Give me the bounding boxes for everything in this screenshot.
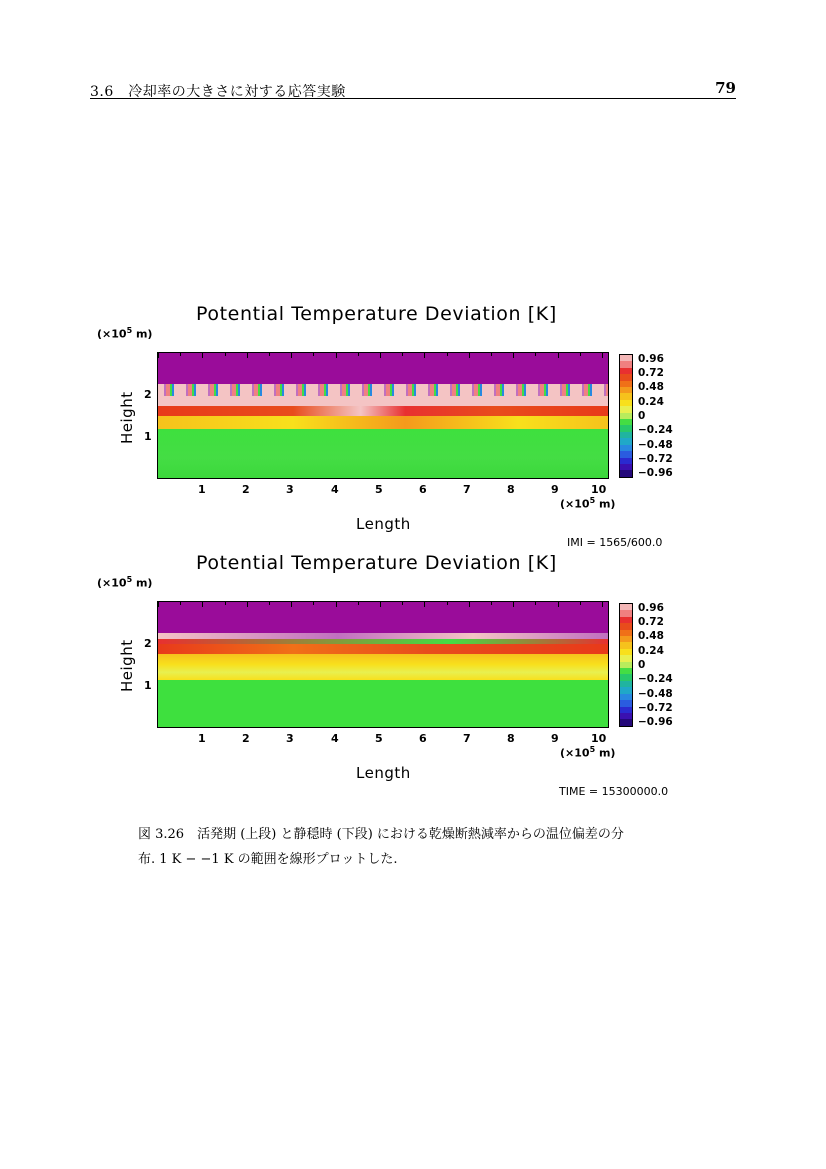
- axis-tick-mark: [313, 353, 314, 356]
- panel-top-x-tick: 5: [375, 483, 383, 496]
- colorbar-label: −0.72: [638, 453, 673, 465]
- axis-tick-mark: [380, 353, 381, 358]
- axis-tick-mark: [158, 353, 159, 358]
- colorbar-label: 0.96: [638, 353, 664, 365]
- caption-line: 図 3.26 活発期 (上段) と静穏時 (下段) における乾燥断熱減率からの温位偏差の分: [138, 827, 624, 842]
- colorbar-label: −0.48: [638, 439, 673, 451]
- panel-bottom-colorbar: [619, 603, 633, 727]
- panel-bottom-x-tick: 9: [551, 732, 559, 745]
- colorbar-label: 0.72: [638, 367, 664, 379]
- axis-tick-mark: [180, 602, 181, 605]
- stratosphere-band: [158, 602, 608, 633]
- colorbar-swatch: [620, 719, 632, 725]
- axis-tick-mark: [247, 602, 248, 607]
- panel-bottom-x-tick: 5: [375, 732, 383, 745]
- panel-bottom-y-tick: 1: [144, 679, 152, 692]
- panel-bottom-x-tick: 10: [591, 732, 607, 745]
- yellow-band: [158, 654, 608, 680]
- panel-top-x-title: Length: [356, 515, 411, 533]
- colorbar-cells: [620, 355, 632, 477]
- panel-bottom-title: Potential Temperature Deviation [K]: [196, 552, 557, 574]
- axis-tick-mark: [291, 602, 292, 607]
- axis-tick-mark: [402, 602, 403, 605]
- panel-bottom-x-tick: 8: [507, 732, 515, 745]
- panel-bottom-time: TIME = 15300000.0: [559, 785, 669, 798]
- yellow-band: [158, 416, 608, 429]
- axis-tick-mark: [580, 602, 581, 605]
- panel-top-x-tick: 7: [463, 483, 471, 496]
- axis-tick-mark: [202, 602, 203, 607]
- pink-band: [158, 396, 608, 406]
- panel-bottom-x-tick: 6: [419, 732, 427, 745]
- axis-tick-mark: [269, 602, 270, 605]
- axis-tick-mark: [269, 353, 270, 356]
- axis-tick-mark: [358, 602, 359, 605]
- axis-tick-mark: [447, 602, 448, 605]
- panel-top-x-tick: 6: [419, 483, 427, 496]
- neutral-band: [158, 429, 608, 478]
- colorbar-label: 0.72: [638, 616, 664, 628]
- panel-top-y-tick: 1: [144, 430, 152, 443]
- panel-bottom-y-unit: ($\times 10^5$ m): [97, 575, 153, 590]
- colorbar-label: 0.48: [638, 381, 664, 393]
- panel-top-x-tick: 2: [242, 483, 250, 496]
- panel-bottom-y-tick: 2: [144, 637, 152, 650]
- colorbar-label: 0.24: [638, 396, 664, 408]
- panel-top-plot: [157, 352, 609, 479]
- panel-bottom-x-title: Length: [356, 764, 411, 782]
- colorbar-label: 0: [638, 410, 646, 422]
- panel-bottom-x-tick: 4: [331, 732, 339, 745]
- axis-tick-mark: [225, 353, 226, 356]
- panel-top-title: Potential Temperature Deviation [K]: [196, 303, 557, 325]
- colorbar-label: −0.72: [638, 702, 673, 714]
- panel-top-x-tick: 4: [331, 483, 339, 496]
- neutral-band: [158, 680, 608, 727]
- tropopause-noise-band: [158, 384, 608, 396]
- panel-top-x-tick: 10: [591, 483, 607, 496]
- colorbar-label: −0.48: [638, 688, 673, 700]
- axis-tick-mark: [336, 353, 337, 358]
- panel-top-x-unit: ($\times 10^5$ m): [560, 496, 616, 511]
- colorbar-label: −0.96: [638, 467, 673, 479]
- panel-top-y-tick: 2: [144, 388, 152, 401]
- axis-tick-mark: [247, 353, 248, 358]
- axis-tick-mark: [180, 353, 181, 356]
- axis-tick-mark: [513, 602, 514, 607]
- caption-line: 布. 1 K − −1 K の範囲を線形プロットした.: [138, 852, 398, 867]
- axis-tick-mark: [202, 353, 203, 358]
- colorbar-label: −0.24: [638, 673, 673, 685]
- axis-tick-mark: [469, 353, 470, 358]
- axis-tick-mark: [535, 602, 536, 605]
- axis-tick-mark: [291, 353, 292, 358]
- axis-tick-mark: [424, 602, 425, 607]
- panel-top-x-tick: 8: [507, 483, 515, 496]
- panel-top-colorbar: [619, 354, 633, 478]
- panel-top-x-tick: 1: [198, 483, 206, 496]
- panel-bottom-x-tick: 3: [286, 732, 294, 745]
- colorbar-label: 0.96: [638, 602, 664, 614]
- axis-tick-mark: [558, 353, 559, 358]
- axis-tick-mark: [402, 353, 403, 356]
- axis-tick-mark: [602, 602, 603, 607]
- warm-band: [158, 644, 608, 654]
- axis-tick-mark: [558, 602, 559, 607]
- panel-bottom-plot: [157, 601, 609, 728]
- panel-bottom-x-unit: ($\times 10^5$ m): [560, 745, 616, 760]
- axis-tick-mark: [513, 353, 514, 358]
- axis-tick-mark: [580, 353, 581, 356]
- panel-top-y-title: Height: [118, 391, 136, 444]
- panel-top-x-tick: 9: [551, 483, 559, 496]
- panel-top-y-unit: ($\times 10^5$ m): [97, 326, 153, 341]
- axis-tick-mark: [469, 602, 470, 607]
- warm-band: [158, 406, 608, 416]
- page-number: 79: [715, 79, 736, 97]
- panel-bottom-y-title: Height: [118, 639, 136, 692]
- axis-tick-mark: [225, 602, 226, 605]
- panel-top-time: IMI = 1565/600.0: [567, 536, 663, 549]
- section-title: 3.6 冷却率の大きさに対する応答実験: [90, 84, 346, 100]
- panel-bottom-x-tick: 1: [198, 732, 206, 745]
- axis-tick-mark: [424, 353, 425, 358]
- panel-bottom-x-tick: 2: [242, 732, 250, 745]
- colorbar-swatch: [620, 470, 632, 476]
- axis-tick-mark: [313, 602, 314, 605]
- colorbar-label: −0.24: [638, 424, 673, 436]
- axis-tick-mark: [602, 353, 603, 358]
- figure-caption: [138, 822, 678, 872]
- axis-tick-mark: [491, 353, 492, 356]
- colorbar-label: 0.48: [638, 630, 664, 642]
- colorbar-label: −0.96: [638, 716, 673, 728]
- axis-tick-mark: [535, 353, 536, 356]
- axis-tick-mark: [380, 602, 381, 607]
- panel-top-x-tick: 3: [286, 483, 294, 496]
- axis-tick-mark: [447, 353, 448, 356]
- axis-tick-mark: [336, 602, 337, 607]
- colorbar-label: 0.24: [638, 645, 664, 657]
- panel-bottom-x-tick: 7: [463, 732, 471, 745]
- stratosphere-band: [158, 353, 608, 384]
- axis-tick-mark: [491, 602, 492, 605]
- colorbar-label: 0: [638, 659, 646, 671]
- axis-tick-mark: [358, 353, 359, 356]
- colorbar-cells: [620, 604, 632, 726]
- axis-tick-mark: [158, 602, 159, 607]
